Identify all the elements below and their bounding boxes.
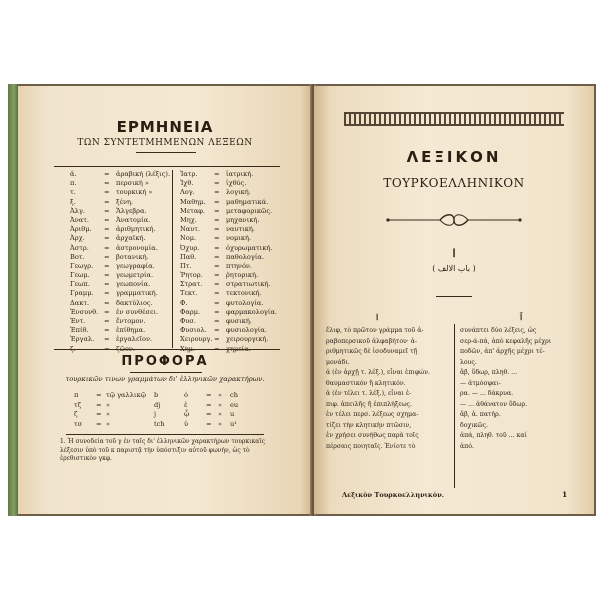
equals-sign: = — [214, 307, 220, 316]
abbreviation: Φ. — [180, 298, 188, 307]
abbreviation-meaning: ἀστρονομία. — [116, 243, 158, 252]
abbreviation: ξ. — [70, 197, 76, 206]
pronunciation-cell: π — [74, 391, 79, 399]
pronunciation-cell: = — [96, 391, 102, 399]
pronunciation-cell: ὐ — [184, 419, 189, 428]
pronunciation-cell: » — [106, 400, 111, 409]
abbreviation-row — [180, 170, 277, 179]
abbreviation-row — [180, 299, 277, 308]
abbreviation-row — [180, 244, 277, 253]
equals-sign: = — [104, 179, 110, 188]
equals-sign: = — [104, 280, 110, 289]
abbreviation: Παθ. — [180, 252, 197, 261]
entry-line: ἄβ, ὕδωρ, πληθ. ... — [460, 369, 518, 376]
pronunciation-cell: = — [206, 410, 212, 418]
entry-line: πέρσαις ποιηταῖς. Ἐνίοτε τὸ — [326, 442, 416, 450]
abbreviation-meaning: βοτανική. — [116, 252, 149, 261]
entry-line: σερ-ά-πά, ἀπὸ κεφαλῆς μέχρι — [460, 337, 552, 345]
abbreviation-meaning: μεταφορικῶς. — [226, 206, 273, 215]
entry-line: ραβοπερσικοῦ ἀλφαβήτου· ἀ- — [326, 337, 418, 345]
abbreviation: Ἀλγ. — [70, 206, 85, 215]
entries-column-1 — [326, 326, 450, 452]
entry-line: ἄβ, ἀ. πατήρ. — [460, 411, 501, 418]
abbreviation-row — [70, 289, 170, 298]
abbreviation-meaning: ἀρχαϊκή. — [116, 234, 146, 243]
abbreviation: Μαθημ. — [180, 197, 206, 206]
pronunciation-cell: ᾦ — [184, 410, 190, 418]
abbreviation-meaning: ἐπίθημα. — [116, 326, 146, 335]
equals-sign: = — [104, 234, 110, 243]
abbreviation-row — [70, 308, 170, 317]
abbreviation-meaning: γραμματική. — [116, 289, 158, 298]
abbreviation: Δακτ. — [70, 298, 90, 307]
abbreviation: Χειρουργ. — [180, 335, 213, 344]
abbreviation: ἀ. — [70, 170, 77, 178]
equals-sign: = — [214, 197, 220, 206]
entry-line: ἀπά, πληθ. τοῦ ... καί — [460, 432, 527, 439]
abbreviation-meaning: ἰχθύς. — [226, 179, 247, 188]
abbreviation-meaning: μηχανική. — [226, 215, 260, 224]
pronunciation-cell: j — [154, 410, 157, 418]
abbreviation-row — [180, 225, 277, 234]
abbreviation-meaning: φυτολογία. — [226, 298, 264, 307]
pronunciation-subtitle: τουρκικῶν τινων γραμμάτων δι' ἑλληνικῶν χαρακτήρων. — [65, 375, 265, 383]
entry-line: τίζει τὴν κλητικὴν πτῶσιν, — [326, 421, 412, 429]
equals-sign: = — [104, 289, 110, 298]
abbreviation-meaning: ξένη. — [116, 197, 134, 206]
entry-line: ἐν τέλει περσ. λέξεως σχημα- — [326, 411, 419, 418]
page-footer: Λεξικὸν Τουρκοελληνικόν. — [342, 491, 445, 499]
abbreviation: Ἀρχ. — [70, 234, 85, 243]
pronunciation-cell: u — [230, 410, 235, 418]
entry-line: πιφ. ἀπειλῆς ἤ ἐπιπλήξεως. — [326, 400, 412, 408]
pronunciation-row — [74, 401, 250, 411]
equals-sign: = — [214, 271, 220, 280]
equals-sign: = — [214, 234, 220, 243]
pronunciation-cell: b — [154, 391, 159, 399]
pronunciation-cell: ζ — [74, 410, 78, 418]
abbreviation: Γεωπ. — [70, 280, 90, 289]
abbreviation: Γεωγρ. — [70, 261, 94, 270]
abbreviation: Ναυτ. — [180, 225, 200, 234]
abbreviation-row — [180, 326, 277, 335]
abbreviation-meaning: ναυτική. — [226, 225, 255, 234]
entry-line: ἔλιφ, τὸ πρῶτον γράμμα τοῦ ἀ- — [326, 327, 424, 334]
abbreviation-row — [180, 179, 277, 188]
pronunciation-cell: = — [206, 400, 212, 409]
abbreviation-row — [70, 216, 170, 225]
pronunciation-cell: τῷ γαλλικῷ — [106, 391, 146, 399]
entry-line: ποδῶν, ἀπ' ἀρχῆς μέχρι τέ- — [460, 348, 545, 355]
equals-sign: = — [104, 271, 110, 280]
equals-sign: = — [214, 289, 220, 298]
abbreviation: Στρατ. — [180, 280, 203, 289]
book-spine — [8, 84, 18, 516]
table-bottom-rule — [54, 349, 280, 350]
pronunciation-table — [74, 391, 250, 429]
abbreviation: Ἐνσυνθ. — [70, 307, 99, 316]
equals-sign: = — [104, 225, 110, 234]
abbreviation: π. — [70, 179, 77, 188]
pronunciation-rule — [130, 372, 202, 373]
entry-line: ρα. — ... δάκρυα. — [460, 390, 514, 397]
equals-sign: = — [104, 170, 110, 178]
abbreviation-row — [70, 335, 170, 344]
abbreviation-meaning: φυσική. — [226, 317, 252, 325]
abbreviation-meaning: ἐν συνθέσει. — [116, 307, 159, 316]
abbreviation-meaning: λογική. — [226, 188, 251, 197]
abbreviation-column-left — [70, 170, 170, 354]
pronunciation-cell: ἐ — [184, 400, 188, 409]
pronunciation-cell: = — [206, 419, 212, 428]
abbreviation-meaning: δακτύλιος. — [116, 298, 153, 307]
pronunciation-title: ΠΡΟΦΟΡΑ — [121, 354, 209, 369]
abbreviation: Μεταφ. — [180, 206, 205, 215]
abbreviation-meaning: πτηνόν. — [226, 261, 253, 270]
equals-sign: = — [214, 326, 220, 335]
pronunciation-cell: » — [218, 400, 223, 409]
equals-sign: = — [214, 252, 220, 261]
abbreviation: Πτ. — [180, 261, 192, 270]
equals-sign: = — [214, 206, 220, 215]
equals-sign: = — [214, 280, 220, 289]
abbreviation-row — [180, 253, 277, 262]
abbreviation-meaning: Ἄλγεβρα. — [116, 206, 147, 215]
abbreviation-meaning: περσική » — [116, 179, 149, 188]
entry-line: — ... ἀθάνατον ὕδωρ. — [460, 400, 528, 408]
equals-sign: = — [104, 252, 110, 261]
entries-column-2 — [460, 326, 584, 452]
equals-sign: = — [214, 188, 220, 197]
abbreviation-row — [70, 207, 170, 216]
abbreviation-meaning: τεκτονική. — [226, 289, 262, 298]
pronunciation-row — [74, 391, 250, 401]
abbreviation: Βοτ. — [70, 252, 85, 261]
pronunciation-cell: ό — [184, 391, 188, 399]
abbreviation-row — [70, 170, 170, 179]
abbreviation: Φυσ. — [180, 317, 197, 325]
column-1-number: ا — [376, 312, 379, 322]
equals-sign: = — [104, 197, 110, 206]
equals-sign: = — [104, 326, 110, 335]
equals-sign: = — [104, 215, 110, 224]
abbreviation-row — [70, 225, 170, 234]
abbreviation-row — [180, 198, 277, 207]
equals-sign: = — [214, 335, 220, 344]
equals-sign: = — [214, 225, 220, 234]
abbreviation-meaning: νομική. — [226, 234, 252, 243]
abbreviation-meaning: γεωμετρία. — [116, 271, 154, 280]
abbreviation-row — [70, 271, 170, 280]
equals-sign: = — [104, 335, 110, 344]
equals-sign: = — [214, 179, 220, 188]
equals-sign: = — [214, 317, 220, 325]
open-book — [8, 84, 596, 516]
abbreviation: Φυσιολ. — [180, 326, 207, 335]
equals-sign: = — [104, 188, 110, 197]
abbreviation: Ἰχθ. — [180, 179, 194, 188]
abbreviation-meaning: γεωπονία. — [116, 280, 151, 289]
pronunciation-cell: = — [96, 419, 102, 428]
abbreviation: Ἀστρ. — [70, 243, 89, 252]
entry-line: συνάπτει δύο λέξεις, ὡς — [460, 327, 537, 334]
page-number: 1 — [562, 490, 568, 499]
right-page — [314, 86, 594, 514]
pronunciation-cell: ch — [230, 391, 238, 399]
pronunciation-cell: » — [218, 410, 223, 418]
header-ornament-band — [344, 112, 564, 126]
abbreviation-row — [70, 253, 170, 262]
abbreviation: Γεωμ. — [70, 271, 90, 280]
abbreviation-meaning: ἔντομον. — [116, 317, 146, 325]
abbreviation-row — [70, 262, 170, 271]
column-2-number: اَ — [520, 312, 523, 322]
entry-line: θαυμαστικόν ἤ κλητικόν. — [326, 379, 406, 387]
equals-sign: = — [214, 170, 220, 178]
pronunciation-cell: = — [96, 400, 102, 409]
abbreviation-row — [180, 188, 277, 197]
pronunciation-cell: τσ — [74, 419, 83, 428]
abbreviation-row — [180, 216, 277, 225]
abbreviation-row — [180, 317, 277, 326]
abbreviation-row — [180, 262, 277, 271]
abbreviation-meaning: ἀριθμητική. — [116, 225, 156, 234]
entry-line: ριθμητικῶς δὲ ἰσοδυναμεῖ τῇ — [326, 348, 418, 355]
abbreviation-row — [180, 308, 277, 317]
equals-sign: = — [104, 298, 110, 307]
abbreviation: Ἀριθμ. — [70, 225, 92, 234]
abbreviation-column-right — [180, 170, 277, 354]
abbreviation-meaning: Ἀνατομία. — [116, 215, 151, 224]
entries-column-divider — [454, 324, 455, 488]
pronunciation-cell: » — [106, 410, 111, 418]
entry-line: ἀπό. — [460, 442, 474, 450]
abbreviation: Γραμμ. — [70, 289, 94, 298]
abbreviation-row — [180, 271, 277, 280]
equals-sign: = — [104, 307, 110, 316]
pronunciation-cell: tch — [154, 419, 165, 428]
equals-sign: = — [214, 261, 220, 270]
abbreviation-meaning: ὀχυρωματική. — [226, 243, 273, 252]
equals-sign: = — [104, 243, 110, 252]
dictionary-subtitle: ΤΟΥΡΚΟΕΛΛΗΝΙΚΟΝ — [383, 176, 525, 190]
entry-line: δοχικῶς. — [460, 421, 488, 429]
table-top-rule — [54, 166, 280, 167]
abbreviation-row — [180, 289, 277, 298]
column-divider — [172, 170, 173, 348]
abbreviation-meaning: ἰατρική. — [226, 170, 254, 178]
pronunciation-row — [74, 420, 250, 430]
pronunciation-cell: τζ — [74, 400, 82, 409]
pronunciation-row — [74, 410, 250, 420]
entry-line: μονάδι. — [326, 358, 350, 366]
abbreviation-row — [70, 179, 170, 188]
equals-sign: = — [104, 261, 110, 270]
entry-line: — ἀτμόσφαι- — [460, 379, 501, 387]
equals-sign: = — [104, 317, 110, 325]
footnote-rule — [66, 434, 264, 435]
scroll-ornament-icon — [384, 213, 524, 227]
abbreviation: τ. — [70, 188, 76, 197]
footnote: 1. Ἡ συνοδεία τοῦ γ ἐν ταῖς δι' ἑλληνικῶν χαρακτήρων τουρκικαῖς λέξεσιν ὑπὸ τοῦ κ παριστᾷ τὴν ὑπόστιξιν αὐτοῦ φωνήν, ὡς τὸ ἐρεθιστικὸν γκφ. — [60, 438, 266, 463]
title-rule — [136, 152, 196, 153]
abbreviation-row — [70, 244, 170, 253]
abbreviation-row — [180, 207, 277, 216]
pronunciation-cell: » — [218, 419, 223, 428]
abbreviation-row — [70, 317, 170, 326]
pronunciation-cell: = — [96, 410, 102, 418]
pronunciation-cell: » — [106, 419, 111, 428]
abbreviation-meaning: ἐργαλεῖον. — [116, 335, 153, 344]
section-heading: ( باب الالف ) — [432, 264, 476, 273]
abbreviation-row — [180, 280, 277, 289]
entry-line: ἐν χρήσει συνήθως παρὰ τοῖς — [326, 432, 419, 439]
pronunciation-cell: » — [218, 391, 223, 399]
abbreviation-row — [70, 198, 170, 207]
pronunciation-cell: = — [206, 391, 212, 399]
abbreviation-meaning: χειρουργική. — [226, 335, 269, 344]
pronunciation-cell: u¹ — [230, 419, 237, 428]
abbreviation: Ὀχυρ. — [180, 243, 200, 252]
equals-sign: = — [214, 215, 220, 224]
abbreviation-meaning: παθολογία. — [226, 252, 264, 261]
abbreviation: Νομ. — [180, 234, 197, 243]
abbreviation-meaning: τουρκική » — [116, 188, 153, 197]
abbreviation: Λογ. — [180, 188, 195, 197]
entry-line: ἀ (ἐν ἀρχῇ τ. λέξ.), εἶναι ἐπιφών. — [326, 369, 430, 376]
entry-line: ἀ (ἐν τέλει τ. λέξ.), εἶναι ἐ- — [326, 390, 412, 397]
pronunciation-cell: eu — [230, 400, 239, 409]
abbreviation-row — [70, 188, 170, 197]
equals-sign: = — [104, 206, 110, 215]
abbreviation-row — [70, 326, 170, 335]
abbreviation-row — [180, 234, 277, 243]
pronunciation-cell: dj — [154, 400, 161, 409]
abbreviation-meaning: στρατιωτική. — [226, 280, 271, 289]
abbreviation-meaning: φυσιολογία. — [226, 326, 267, 335]
abbreviation-meaning: μαθηματικά. — [226, 197, 269, 206]
entry-line: λους. — [460, 358, 477, 366]
abbreviation-meaning: γεωγραφία. — [116, 261, 155, 270]
left-page — [18, 86, 312, 514]
abbreviation-meaning: ἀραβική (λέξις). — [116, 170, 171, 178]
equals-sign: = — [214, 243, 220, 252]
glossary-subtitle: ΤΩΝ ΣΥΝΤΕΤΜΗΜΕΝΩΝ ΛΕΞΕΩΝ — [77, 138, 253, 148]
abbreviation-row — [70, 299, 170, 308]
abbreviation-meaning: ῥητορική. — [226, 271, 259, 280]
abbreviation: Φαρμ. — [180, 307, 201, 316]
abbreviation-meaning: φαρμακολογία. — [226, 307, 277, 316]
section-dash — [436, 296, 472, 297]
glossary-title: ΕΡΜΗΝΕΙΑ — [116, 118, 214, 136]
abbreviation-row — [70, 234, 170, 243]
abbreviation-row — [70, 280, 170, 289]
abbreviation: Τεκτ. — [180, 289, 198, 298]
abbreviation-row — [180, 335, 277, 344]
abbreviation: Ῥητορ. — [180, 271, 203, 280]
abbreviation: Ἐντ. — [70, 317, 86, 325]
abbreviation: Μηχ. — [180, 215, 197, 224]
abbreviation: Ἐργαλ. — [70, 335, 95, 344]
dictionary-title: ΛΕΞΙΚΟΝ — [406, 148, 502, 166]
equals-sign: = — [214, 298, 220, 307]
abbreviation: Ἀνατ. — [70, 215, 89, 224]
abbreviation: Ἐπίθ. — [70, 326, 89, 335]
section-letter: ا — [452, 247, 456, 260]
abbreviation: Ἰατρ. — [180, 170, 198, 178]
